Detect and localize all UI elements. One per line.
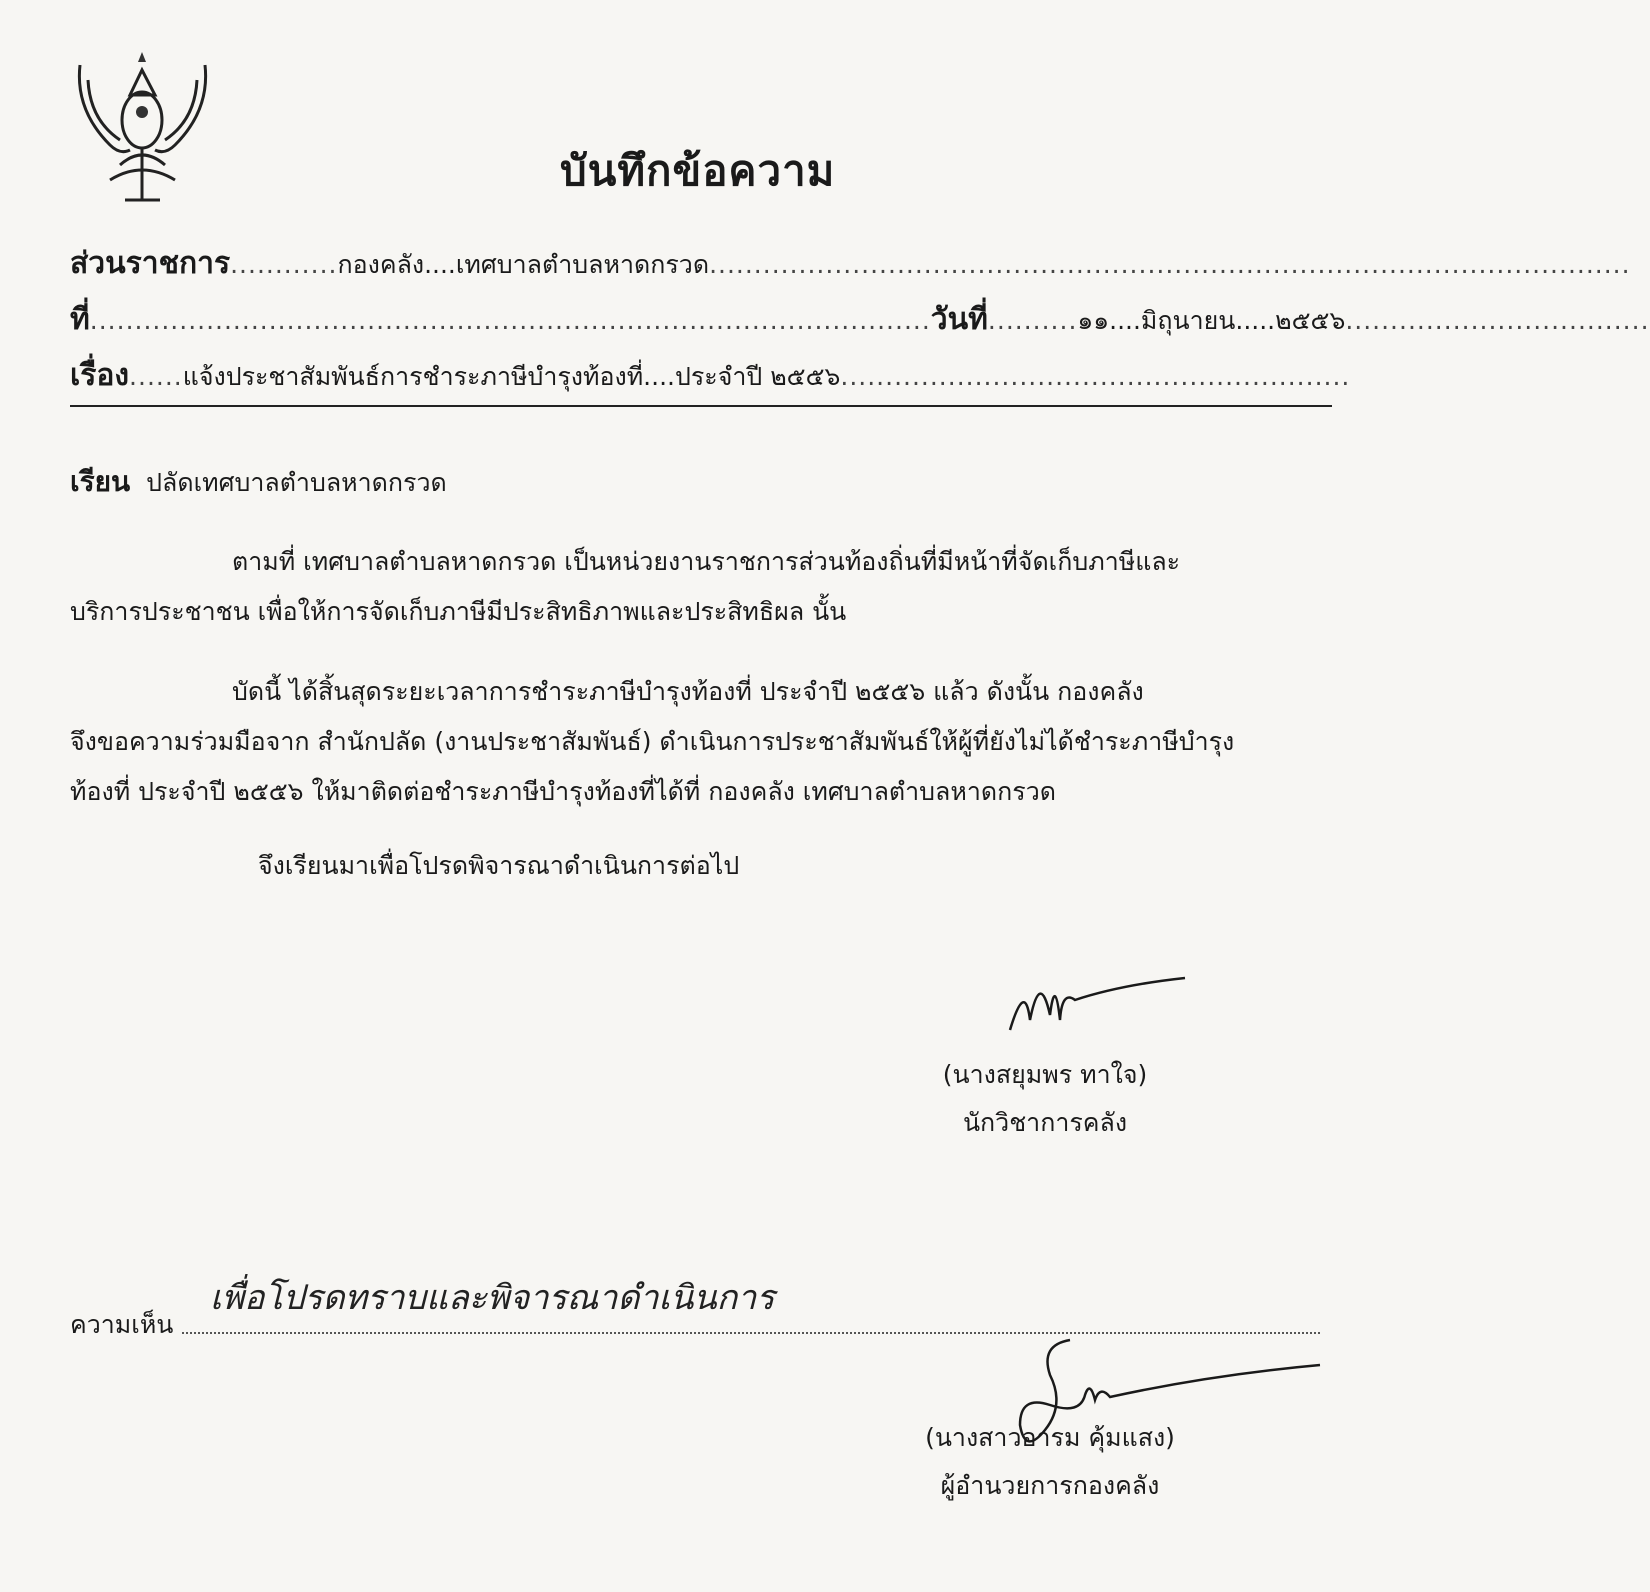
signature-1 bbox=[1000, 960, 1200, 1040]
ref-label: ที่ bbox=[70, 302, 90, 337]
opinion-handwritten: เพื่อโปรดทราบและพิจารณาดำเนินการ bbox=[210, 1278, 775, 1318]
header-ref-date-line: ที่..............................................................................................วันที่..........๑๑....มิถุนายน.....๒๕๕๖.................................. bbox=[70, 302, 1650, 337]
header-subject-line: เรื่อง......แจ้งประชาสัมพันธ์การชำระภาษีบำรุงท้องที่....ประจำปี ๒๕๕๖......................................................... bbox=[70, 358, 1351, 393]
header-dept-line: ส่วนราชการ............กองคลัง....เทศบาลตำบลหาดกรวด....................................................................................................... bbox=[70, 246, 1631, 281]
date-label: วันที่ bbox=[930, 302, 988, 337]
date-value: ๑๑....มิถุนายน.....๒๕๕๖ bbox=[1077, 306, 1346, 335]
salutation bbox=[70, 460, 447, 504]
signer-1-position: นักวิชาการคลัง bbox=[962, 1108, 1128, 1137]
paragraph-2-line-1: บัดนี้ ได้สิ้นสุดระยะเวลาการชำระภาษีบำรุงท้องที่ ประจำปี ๒๕๕๖ แล้ว ดังนั้น กองคลัง bbox=[232, 677, 1144, 706]
paragraph-2-line-3: ท้องที่ ประจำปี ๒๕๕๖ ให้มาติดต่อชำระภาษีบำรุงท้องที่ได้ที่ กองคลัง เทศบาลตำบลหาดกรวด bbox=[70, 777, 1056, 806]
signer-2-name: (นางสาวอารม คุ้มแสง) bbox=[925, 1423, 1175, 1452]
subject-label: เรื่อง bbox=[70, 358, 130, 393]
garuda-emblem bbox=[70, 50, 215, 210]
memo-title: บันทึกข้อความ bbox=[560, 146, 836, 195]
salutation-label: เรียน bbox=[70, 465, 131, 498]
opinion-label: ความเห็น bbox=[70, 1310, 174, 1339]
header-divider bbox=[70, 405, 1332, 407]
paragraph-1-line-2: บริการประชาชน เพื่อให้การจัดเก็บภาษีมีประสิทธิภาพและประสิทธิผล นั้น bbox=[70, 597, 847, 626]
salutation-value: ปลัดเทศบาลตำบลหาดกรวด bbox=[146, 468, 447, 497]
paragraph-2-line-2: จึงขอความร่วมมือจาก สำนักปลัด (งานประชาสัมพันธ์) ดำเนินการประชาสัมพันธ์ให้ผู้ที่ยังไม่ได้ชำระภาษีบำรุง bbox=[70, 727, 1235, 756]
paragraph-3: จึงเรียนมาเพื่อโปรดพิจารณาดำเนินการต่อไป bbox=[258, 851, 740, 880]
signer-2-position: ผู้อำนวยการกองคลัง bbox=[940, 1471, 1160, 1500]
paragraph-1-line-1: ตามที่ เทศบาลตำบลหาดกรวด เป็นหน่วยงานราชการส่วนท้องถิ่นที่มีหน้าที่จัดเก็บภาษีและ bbox=[232, 547, 1181, 576]
signer-1-name: (นางสยุมพร ทาใจ) bbox=[942, 1060, 1148, 1089]
dept-label: ส่วนราชการ bbox=[70, 246, 231, 281]
dept-value: กองคลัง....เทศบาลตำบลหาดกรวด bbox=[337, 250, 710, 279]
opinion-dotted-line bbox=[182, 1332, 1320, 1334]
subject-value: แจ้งประชาสัมพันธ์การชำระภาษีบำรุงท้องที่....ประจำปี ๒๕๕๖ bbox=[182, 362, 841, 391]
